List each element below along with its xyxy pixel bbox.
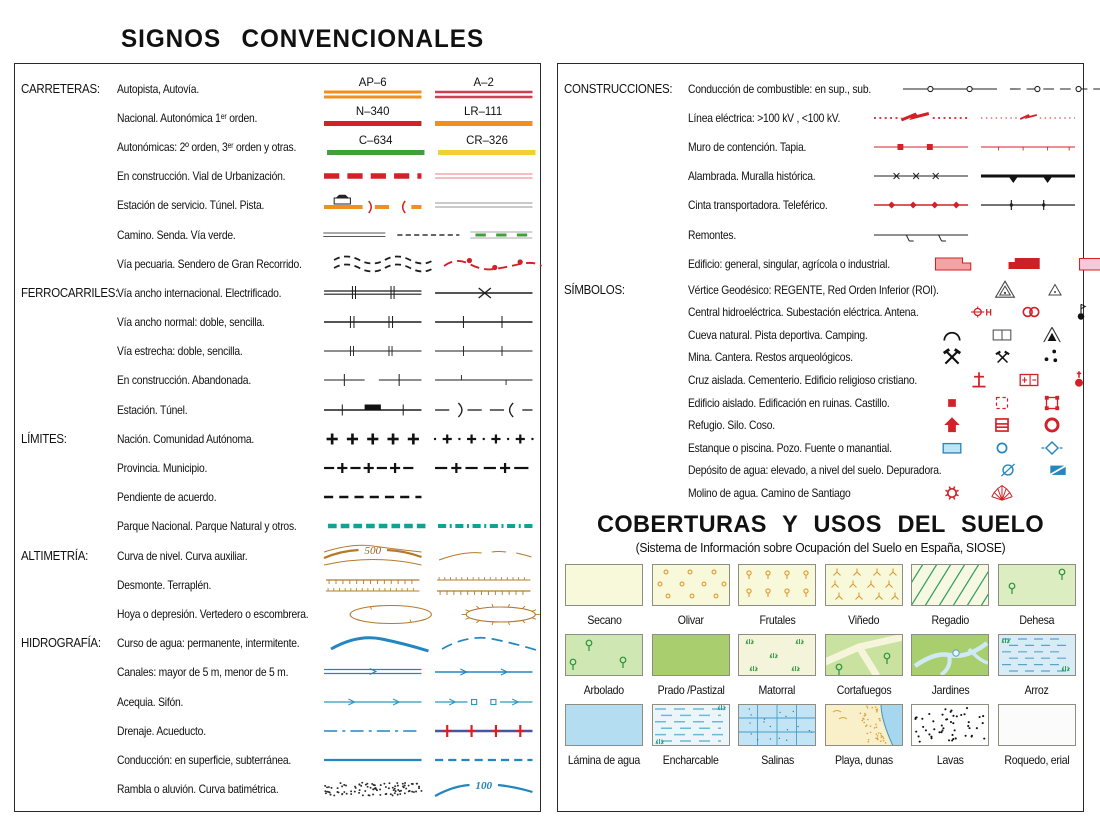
svg-text:H: H <box>985 307 992 318</box>
treatment-plant-icon <box>1083 459 1100 481</box>
road-badge: LR–111 <box>464 104 503 119</box>
landcover-cell-frutales <box>735 564 820 627</box>
water-tank-elevated-icon <box>983 459 1033 481</box>
camping-icon <box>1027 324 1077 346</box>
siphon-line <box>433 690 535 714</box>
row-label: Edificio aislado. Edificación en ruinas. Castillo. <box>688 395 890 410</box>
left-legend-rows <box>15 64 540 804</box>
symbol-group <box>980 279 1100 301</box>
landcover-label: Regadio <box>931 613 969 628</box>
symbol-group <box>923 254 1100 274</box>
road-badge: AP–6 <box>358 75 387 90</box>
water-mill-icon <box>927 482 977 504</box>
quarry-icon <box>977 346 1027 368</box>
row-label: Depósito de agua: elevado, a nivel del suelo. Depuradora. <box>688 463 942 478</box>
pending-border-line <box>322 485 424 509</box>
symbol-group <box>322 427 534 451</box>
legend-row <box>21 483 534 512</box>
road-badge: CR–326 <box>465 133 508 148</box>
legend-row <box>21 278 534 307</box>
landcover-cell-prado-pastizal <box>649 634 734 697</box>
row-label: Cinta transportadora. Teleférico. <box>688 198 828 213</box>
row-label: En construcción. Vial de Urbanización. <box>117 169 286 184</box>
drainage-line <box>322 719 424 743</box>
legend-row <box>564 436 1077 459</box>
isolated-building-icon <box>927 392 977 414</box>
hydro-plant-icon <box>956 301 1006 323</box>
row-label: Desmonte. Terraplén. <box>117 577 212 592</box>
row-label: Remontes. <box>688 227 736 242</box>
symbol-group <box>322 106 534 129</box>
landfill-symbol <box>450 602 552 626</box>
minor-canal-line <box>433 660 535 684</box>
symbol-group <box>927 346 1077 368</box>
row-label: Rambla o aluvión. Curva batimétrica. <box>117 782 279 797</box>
regional-first-order-line <box>433 106 535 129</box>
legend-row <box>564 162 1077 191</box>
prado-pastizal-swatch <box>652 634 730 681</box>
region-border-line <box>433 427 535 451</box>
row-label: Nacional. Autonómica 1ᵉʳ orden. <box>117 110 258 125</box>
contour-line <box>322 544 424 568</box>
row-label: Vía ancho internacional. Electrificado. <box>117 285 282 300</box>
landcover-cell-olivar <box>649 564 734 627</box>
landcover-cell-vinedo <box>822 564 907 627</box>
symbol-group <box>332 252 544 276</box>
row-label: Camino. Senda. Vía verde. <box>117 227 236 242</box>
legend-row <box>564 132 1077 161</box>
landcover-label: Dehesa <box>1019 613 1055 628</box>
landcover-label: Salinas <box>760 753 794 768</box>
silo-icon <box>977 414 1027 436</box>
urban-street-line <box>433 164 535 188</box>
symbol-group <box>322 164 534 188</box>
row-label: Estanque o piscina. Pozo. Fuente o manantial. <box>688 440 892 455</box>
arroz-swatch <box>998 634 1076 681</box>
legend-row <box>564 459 1077 482</box>
legend-row <box>21 512 534 541</box>
right-legend-panel <box>557 63 1084 812</box>
santiago-shell-icon <box>977 482 1027 504</box>
symbol-group <box>322 368 534 392</box>
row-label: Estación. Túnel. <box>117 402 188 417</box>
landcover-label: Playa, dunas <box>834 753 893 768</box>
row-label: Vía estrecha: doble, sencilla. <box>117 344 243 359</box>
ski-lift-line <box>872 225 970 245</box>
symbol-group <box>927 414 1077 436</box>
intermittent-river-line <box>440 631 542 655</box>
fuel-pipe-surface-line <box>901 79 999 99</box>
province-border-line <box>322 456 424 480</box>
road-under-construction-line <box>322 164 424 188</box>
symbol-group <box>872 166 1077 186</box>
natural-park-line <box>436 514 538 538</box>
legend-row <box>564 74 1077 103</box>
legend-row <box>21 366 534 395</box>
legend-row <box>564 369 1077 392</box>
symbol-group <box>325 135 537 158</box>
gr-trail-line <box>442 252 544 276</box>
landcover-label: Secano <box>587 613 622 628</box>
symbol-group <box>322 398 534 422</box>
motorway-free-line <box>433 77 535 100</box>
wire-fence-line <box>872 166 970 186</box>
legend-row <box>564 482 1077 505</box>
symbol-group <box>322 77 534 100</box>
row-label: Vía ancho normal: doble, sencilla. <box>117 315 265 330</box>
regadio-swatch <box>911 564 989 611</box>
double-track-rail-line <box>322 310 424 334</box>
landcover-label: Cortafuegos <box>836 683 892 698</box>
landcover-label: Arbolado <box>584 683 625 698</box>
legend-row <box>564 346 1077 369</box>
powerline-low-line <box>979 108 1077 128</box>
legend-row <box>564 278 1077 301</box>
regional-second-order-line <box>325 135 427 158</box>
category-label: ALTIMETRÍA: <box>21 548 89 563</box>
tapia-wall-line <box>979 137 1077 157</box>
roquedo-erial-swatch <box>998 704 1076 751</box>
frutales-swatch <box>738 564 816 611</box>
landcover-label: Jardines <box>931 683 970 698</box>
symbol-group <box>322 223 534 247</box>
legend-row <box>21 337 534 366</box>
legend-row <box>21 424 534 453</box>
well-icon <box>977 437 1027 459</box>
symbol-group <box>872 225 1077 245</box>
irrigation-ditch-line <box>322 690 424 714</box>
row-label: Muro de contención. Tapia. <box>688 139 807 154</box>
symbol-group <box>340 602 552 626</box>
row-label: Pendiente de acuerdo. <box>117 490 217 505</box>
pond-icon <box>927 437 977 459</box>
row-label: Conducción: en superficie, subterránea. <box>117 752 292 767</box>
intl-gauge-rail-line <box>322 281 424 305</box>
row-label: Curso de agua: permanente, intermitente. <box>117 636 300 651</box>
landcover-cell-arbolado <box>562 634 647 697</box>
row-label: Acequia. Sifón. <box>117 694 184 709</box>
row-label: Refugio. Silo. Coso. <box>688 418 775 433</box>
sports-field-icon <box>977 324 1027 346</box>
row-label: Conducción de combustible: en sup., sub. <box>688 81 872 96</box>
legend-row <box>21 162 534 191</box>
symbol-group <box>954 369 1100 391</box>
legend-row <box>21 599 534 628</box>
legend-row <box>21 629 534 658</box>
historic-wall-line <box>979 166 1077 186</box>
national-border-line <box>322 427 424 451</box>
landcover-label: Prado /Pastizal <box>657 683 725 698</box>
aqueduct-line <box>433 719 535 743</box>
symbol-group <box>901 79 1100 99</box>
landcover-label: Roquedo, erial <box>1004 753 1070 768</box>
row-label: Central hidroeléctrica. Subestación eléctrica. Antena. <box>688 305 919 320</box>
castle-icon <box>1027 392 1077 414</box>
building-general-symbol <box>923 254 985 274</box>
symbol-group <box>322 719 534 743</box>
symbol-group <box>956 301 1100 323</box>
cortafuegos-swatch <box>825 634 903 681</box>
row-label: Nación. Comunidad Autónoma. <box>117 431 255 446</box>
lamina-de-agua-swatch <box>565 704 643 751</box>
playa-dunas-swatch <box>825 704 903 751</box>
landcover-label: Lámina de agua <box>568 753 641 768</box>
matorral-swatch <box>738 634 816 681</box>
symbol-group <box>322 485 534 509</box>
landcover-subtitle: (Sistema de Información sobre Ocupación del Suelo en España, SIOSE) <box>635 540 1006 556</box>
symbol-group <box>872 108 1077 128</box>
encharcable-swatch <box>652 704 730 751</box>
row-label: Edificio: general, singular, agrícola o industrial. <box>688 256 890 271</box>
refuge-icon <box>927 414 977 436</box>
category-label: CARRETERAS: <box>21 81 100 96</box>
row-label: Curva de nivel. Curva auxiliar. <box>117 548 248 563</box>
perennial-river-line <box>329 631 431 655</box>
landcover-cell-regadio <box>908 564 993 627</box>
rail-under-construction-line <box>322 368 424 392</box>
symbol-group <box>322 777 534 801</box>
livestock-trail-line <box>332 252 434 276</box>
legend-row <box>21 249 534 278</box>
national-road-line <box>322 106 424 129</box>
legend-row <box>21 103 534 132</box>
row-label: Cruz aislada. Cementerio. Edificio religioso cristiano. <box>688 372 918 387</box>
landcover-label: Matorral <box>758 683 796 698</box>
olivar-swatch <box>652 564 730 611</box>
landcover-cell-arroz <box>995 634 1080 697</box>
motorway-toll-line <box>322 77 424 100</box>
rail-tunnel-line <box>433 398 535 422</box>
major-canal-line <box>322 660 424 684</box>
legend-row <box>564 191 1077 220</box>
road-badge: N–340 <box>355 104 390 119</box>
landcover-label: Lavas <box>936 753 964 768</box>
landcover-cell-lavas <box>908 704 993 767</box>
symbol-group <box>322 690 534 714</box>
depression-symbol <box>340 602 442 626</box>
svg-text:500: 500 <box>364 544 382 557</box>
landcover-cell-salinas <box>735 704 820 767</box>
legend-row <box>564 103 1077 132</box>
jardines-swatch <box>911 634 989 681</box>
symbol-group <box>322 573 534 597</box>
row-label: Alambrada. Muralla histórica. <box>688 169 816 184</box>
category-label: HIDROGRAFÍA: <box>21 636 101 651</box>
dehesa-swatch <box>998 564 1076 611</box>
symbol-group <box>329 631 541 655</box>
landcover-cell-jardines <box>908 634 993 697</box>
antenna-icon <box>1056 301 1100 323</box>
dirt-road-line <box>322 223 387 247</box>
row-label: Hoya o depresión. Vertedero o escombrera. <box>117 606 309 621</box>
cave-icon <box>927 324 977 346</box>
row-label: Cueva natural. Pista deportiva. Camping. <box>688 327 868 342</box>
legend-row <box>21 395 534 424</box>
surface-pipe-line <box>322 748 424 772</box>
ruins-icon <box>977 392 1027 414</box>
legend-row <box>21 745 534 774</box>
symbol-group <box>322 339 534 363</box>
symbol-group <box>322 310 534 334</box>
road-badge: C–634 <box>359 133 393 148</box>
landcover-grid <box>558 562 1083 769</box>
symbol-group <box>927 324 1077 346</box>
legend-row <box>21 687 534 716</box>
legend-row <box>21 716 534 745</box>
vinedo-swatch <box>825 564 903 611</box>
auxiliary-contour-line <box>433 544 535 568</box>
legend-row <box>21 541 534 570</box>
geodesic-regente-icon <box>980 279 1030 301</box>
cemetery-icon <box>1004 369 1054 391</box>
legend-row <box>21 74 534 103</box>
symbol-group <box>983 459 1100 481</box>
landcover-label: Olivar <box>677 613 704 628</box>
service-station-tunnel-line <box>322 193 424 217</box>
municipality-border-line <box>433 456 535 480</box>
symbol-group <box>326 514 538 538</box>
symbol-group <box>872 137 1077 157</box>
retaining-wall-line <box>872 137 970 157</box>
fuel-pipe-underground-line <box>1008 79 1100 99</box>
underground-pipe-line <box>433 748 535 772</box>
legend-row <box>564 391 1077 414</box>
abandoned-rail-line <box>433 368 535 392</box>
legend-row <box>21 191 534 220</box>
rail-station-line <box>322 398 424 422</box>
category-label: FERROCARRILES: <box>21 285 119 300</box>
path-line <box>396 223 461 247</box>
cut-slope-line <box>322 573 424 597</box>
electrified-rail-line <box>433 281 535 305</box>
lavas-swatch <box>911 704 989 751</box>
symbol-group <box>927 392 1077 414</box>
row-label: Estación de servicio. Túnel. Pista. <box>117 198 265 213</box>
embankment-line <box>433 573 535 597</box>
row-label: Provincia. Municipio. <box>117 461 208 476</box>
mine-icon <box>927 346 977 368</box>
legend-row <box>21 570 534 599</box>
row-label: Parque Nacional. Parque Natural y otros. <box>117 519 297 534</box>
landcover-label: Arroz <box>1024 683 1049 698</box>
category-label: LÍMITES: <box>21 431 67 446</box>
powerline-high-line <box>872 108 970 128</box>
legend-row <box>564 324 1077 347</box>
row-label: Vértice Geodésico: REGENTE, Red Orden Inferior (ROI). <box>688 282 939 297</box>
landcover-cell-cortafuegos <box>822 634 907 697</box>
legend-row <box>21 220 534 249</box>
narrow-single-rail-line <box>433 339 535 363</box>
landcover-label: Viñedo <box>848 613 880 628</box>
right-legend-rows <box>558 64 1083 504</box>
symbol-group <box>927 482 1077 504</box>
track-line <box>433 193 535 217</box>
landcover-cell-dehesa <box>995 564 1080 627</box>
building-agri-industrial-symbol <box>1065 254 1100 274</box>
row-label: Autopista, Autovía. <box>117 81 199 96</box>
arbolado-swatch <box>565 634 643 681</box>
legend-row <box>21 658 534 687</box>
landcover-cell-playa-dunas <box>822 704 907 767</box>
legend-row <box>564 220 1077 249</box>
row-label: En construcción. Abandonada. <box>117 373 251 388</box>
cable-car-line <box>979 195 1077 215</box>
substation-icon <box>1006 301 1056 323</box>
symbol-group <box>322 456 534 480</box>
landcover-cell-encharcable <box>649 704 734 767</box>
legend-row <box>564 414 1077 437</box>
category-label: SÍMBOLOS: <box>564 282 625 297</box>
cross-icon <box>954 369 1004 391</box>
landcover-cell-secano <box>562 564 647 627</box>
row-label: Canales: mayor de 5 m, menor de 5 m. <box>117 665 289 680</box>
symbol-group <box>322 281 534 305</box>
bathymetric-curve-line <box>433 777 535 801</box>
row-label: Autonómicas: 2º orden, 3ᵉʳ orden y otras. <box>117 139 297 154</box>
legend-row <box>21 132 534 161</box>
left-legend-panel <box>14 63 541 812</box>
water-tank-ground-icon <box>1033 459 1083 481</box>
row-label: Drenaje. Acueducto. <box>117 723 206 738</box>
row-label: Mina. Cantera. Restos arqueológicos. <box>688 350 853 365</box>
category-label: CONSTRUCCIONES: <box>564 81 673 96</box>
row-label: Molino de agua. Camino de Santiago <box>688 485 851 500</box>
landcover-label: Encharcable <box>662 753 719 768</box>
greenway-line <box>469 223 534 247</box>
landcover-cell-roquedo-erial <box>995 704 1080 767</box>
legend-row <box>21 453 534 482</box>
geodesic-roi-icon <box>1030 279 1080 301</box>
symbol-group <box>927 437 1077 459</box>
spring-icon <box>1027 437 1077 459</box>
bullring-icon <box>1027 414 1077 436</box>
row-label: Vía pecuaria. Sendero de Gran Recorrido. <box>117 256 302 271</box>
narrow-double-rail-line <box>322 339 424 363</box>
wash-stipple-symbol <box>322 777 424 801</box>
landcover-cell-lamina-de-agua <box>562 704 647 767</box>
legend-row <box>21 308 534 337</box>
archaeological-icon <box>1027 346 1077 368</box>
single-track-rail-line <box>433 310 535 334</box>
svg-text:100: 100 <box>474 780 492 793</box>
regional-other-line <box>436 135 538 158</box>
landcover-cell-matorral <box>735 634 820 697</box>
legend-row <box>564 249 1077 278</box>
legend-row <box>21 775 534 804</box>
building-singular-symbol <box>994 254 1056 274</box>
secano-swatch <box>565 564 643 611</box>
symbol-group <box>872 195 1077 215</box>
landcover-label: Frutales <box>759 613 796 628</box>
road-badge: A–2 <box>473 75 494 90</box>
salinas-swatch <box>738 704 816 751</box>
national-park-line <box>326 514 428 538</box>
conveyor-belt-line <box>872 195 970 215</box>
symbol-group <box>322 193 534 217</box>
landcover-title: COBERTURAS Y USOS DEL SUELO <box>596 511 1045 539</box>
row-label: Línea eléctrica: >100 kV , <100 kV. <box>688 110 841 125</box>
symbol-group <box>322 660 534 684</box>
symbol-group <box>322 748 534 772</box>
symbol-group <box>322 544 534 568</box>
church-icon <box>1054 369 1100 391</box>
legend-row <box>564 301 1077 324</box>
page-title: SIGNOS CONVENCIONALES <box>121 24 485 53</box>
